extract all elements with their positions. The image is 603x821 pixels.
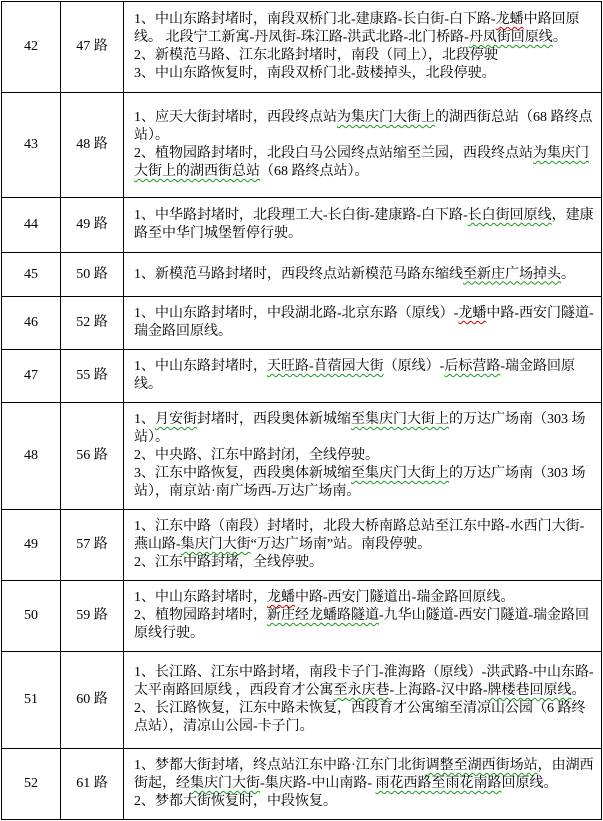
squiggle-green-text: 至集庆门大街上 — [351, 466, 449, 481]
row-number-cell: 44 — [2, 198, 61, 253]
note-text: 的万达广场南（303 场站）。 — [134, 412, 586, 445]
squiggle-green-text: 集庆门大街 — [190, 776, 260, 791]
note-text: 的湖西街总站（68 路终点站）。 — [134, 110, 593, 143]
route-note — [134, 664, 597, 700]
row-number-cell: 52 — [2, 749, 61, 820]
note-text: 1、江东中路（南段）封堵时，北段大桥南路总站至江东中路-水西门大街-燕山路- — [134, 519, 585, 552]
route-note — [134, 207, 597, 243]
route-note — [134, 757, 597, 793]
detour-detail-cell — [124, 350, 602, 403]
squiggle-green-text: 至永庆巷 — [333, 683, 390, 698]
note-text: -九华山隧道-西安门隧道-瑞金路回原线行驶。 — [134, 608, 589, 641]
note-text: 1、应天大街封堵时，西段终点站 — [134, 110, 337, 125]
route-note — [134, 465, 597, 501]
note-text: 2、植物园路封堵时，北段白马公园终点站缩至兰园，西段终点站 — [134, 146, 533, 161]
note-text: 2、江东中路封堵，全线停驶。 — [134, 555, 323, 570]
note-text: -瑞金路回原线。 — [134, 359, 576, 392]
row-number-cell: 46 — [2, 297, 61, 350]
note-text: 1、长江路、江东中路封堵，南段卡子门-淮海路（原线）-洪武路-中山东路-太平南路回原线 ，西段育才公寓 — [134, 665, 594, 698]
squiggle-green-text: 集庆门大街 — [180, 537, 251, 552]
note-text: 1、 — [134, 412, 155, 427]
note-text: 。 — [561, 266, 575, 282]
table-row — [2, 2, 602, 93]
route-name-cell: 55 路 — [61, 350, 124, 403]
squiggle-green-text: 天旺路-苜蓿园大街 — [267, 359, 384, 374]
route-note — [134, 11, 597, 47]
squiggle-red-text: 龙蟠 — [495, 12, 524, 27]
route-note — [134, 109, 597, 145]
squiggle-green-text: 调整至湖西街场站 — [425, 758, 538, 773]
route-name-cell: 61 路 — [61, 749, 124, 820]
detour-detail-cell — [124, 2, 602, 93]
squiggle-green-text: 新庄经龙蟠路隧道 — [267, 608, 379, 623]
note-text: 3、江东中路恢复，西段奥体新城缩 — [134, 466, 351, 481]
table-row — [2, 198, 602, 253]
detour-detail-cell — [124, 749, 602, 820]
note-text: 1、中山东路封堵时，中段湖北路-北京东路（原线）- — [134, 306, 459, 321]
bus-route-adjustment-table — [1, 1, 602, 820]
route-name-cell: 59 路 — [61, 581, 124, 652]
note-text: 封堵时，西段奥体新城缩 — [197, 412, 351, 427]
table-row — [2, 581, 602, 652]
table-row — [2, 652, 602, 749]
squiggle-green-text: 长白街回原线 — [467, 208, 552, 223]
note-text: -集庆路-中山南路- — [260, 776, 376, 791]
route-name-cell: 48 路 — [61, 93, 124, 198]
detour-detail-cell — [124, 198, 602, 253]
note-text: 1、中山东路封堵时， — [134, 359, 267, 374]
note-text: 回原线。 — [501, 776, 558, 791]
route-note — [134, 266, 597, 284]
row-number-cell: 51 — [2, 652, 61, 749]
detour-detail-cell — [124, 510, 602, 581]
squiggle-green-text: 为集庆门大街上的湖西街总站 — [134, 146, 589, 179]
note-text: “万达广场南”站。南段停驶。 — [250, 537, 432, 552]
row-number-cell: 48 — [2, 403, 61, 510]
table-row — [2, 253, 602, 297]
note-text: ，由湖西街起，经 — [134, 758, 594, 791]
route-name-cell: 56 路 — [61, 403, 124, 510]
note-text: 2、梦都大街恢复时，中段恢复。 — [134, 794, 337, 809]
route-note — [134, 145, 597, 181]
route-note — [134, 65, 597, 83]
route-note — [134, 518, 597, 554]
note-text: 3、中山东路恢复时，南段双桥门北-鼓楼掉头，北段停驶。 — [134, 66, 496, 81]
table-body — [2, 2, 602, 820]
detour-detail-cell — [124, 93, 602, 198]
note-text: 1、梦都大街封堵，终点站江东中路·江东门北街 — [134, 758, 426, 773]
squiggle-green-text: 后标营路 — [444, 359, 501, 374]
note-text: 2、长江路恢复，江东中路未恢复，西段育才公寓缩至清凉山公园（6 路终点站），清凉山公园-卡子门。 — [134, 701, 586, 734]
row-number-cell: 50 — [2, 581, 61, 652]
table-row — [2, 297, 602, 350]
route-note — [134, 700, 597, 736]
note-text: 1、中山东路封堵时，南段双桥门北-建康路-长白街-白下路- — [134, 12, 496, 27]
route-name-cell: 50 路 — [61, 253, 124, 297]
detour-detail-cell — [124, 253, 602, 297]
note-text: 1、新模范马路封堵时，西段终点站新模范马路东缩线 — [134, 266, 463, 282]
route-note — [134, 411, 597, 447]
route-note — [134, 793, 597, 811]
table-row — [2, 749, 602, 820]
row-number-cell: 47 — [2, 350, 61, 403]
route-name-cell: 49 路 — [61, 198, 124, 253]
note-text: -上海路-汉中路- — [389, 683, 488, 698]
squiggle-green-text: 雨花西路至雨花南路 — [375, 776, 502, 791]
note-text: 中路-西安门隧道-瑞金路回原线。 — [134, 306, 594, 339]
route-note — [134, 305, 597, 341]
squiggle-green-text: 牌楼巷回原线 — [487, 683, 572, 698]
route-name-cell: 60 路 — [61, 652, 124, 749]
route-note — [134, 589, 597, 607]
route-note — [134, 358, 597, 394]
route-note — [134, 607, 597, 643]
note-text: 1、中山东路封堵时， — [134, 590, 267, 605]
detour-detail-cell — [124, 581, 602, 652]
squiggle-green-text: 至新庄广场掉头 — [463, 266, 561, 282]
note-text: （68 路终点站）。 — [260, 164, 369, 179]
route-note — [134, 554, 597, 572]
squiggle-red-text: 龙蟠 — [267, 590, 295, 605]
squiggle-green-text: 至集庆门大街上 — [351, 412, 449, 427]
squiggle-green-text: 为集庆门大街上 — [337, 110, 435, 125]
note-text: 中路回原线。 北段宁工新寓-丹凤街-珠江路-洪武北路-北门桥路- — [134, 12, 580, 45]
table-row — [2, 403, 602, 510]
note-text: ，建康路至中华门城堡暂停行驶。 — [134, 208, 594, 241]
squiggle-red-text: 龙蟠 — [458, 306, 487, 321]
row-number-cell: 45 — [2, 253, 61, 297]
route-name-cell: 47 路 — [61, 2, 124, 93]
note-text: 2、新模范马路、江东北路封堵时，南段（同上），北段停驶 — [134, 48, 498, 63]
squiggle-green-text: 月安街 — [155, 412, 197, 427]
table-row — [2, 510, 602, 581]
squiggle-green-text: 丹凤街回原线 — [468, 30, 553, 45]
row-number-cell: 43 — [2, 93, 61, 198]
route-note — [134, 47, 597, 65]
route-note — [134, 447, 597, 465]
note-text: 的万达广场南（303 场站），南京站·南广场西-万达广场南。 — [134, 466, 586, 499]
table-row — [2, 93, 602, 198]
note-text: 1、中华路封堵时，北段理工大-长白街-建康路-白下路- — [134, 208, 468, 223]
row-number-cell: 42 — [2, 2, 61, 93]
note-text: 2、中央路、江东中路封闭，全线停驶。 — [134, 448, 379, 463]
detour-detail-cell — [124, 403, 602, 510]
route-name-cell: 57 路 — [61, 510, 124, 581]
note-text: 2、植物园路封堵时， — [134, 608, 267, 623]
note-text: （原线）- — [383, 359, 445, 374]
note-text: 中路-西安门隧道出-瑞金路回原线。 — [295, 590, 515, 605]
detour-detail-cell — [124, 652, 602, 749]
note-text: 。 — [552, 30, 567, 45]
table-row — [2, 350, 602, 403]
detour-detail-cell — [124, 297, 602, 350]
row-number-cell: 49 — [2, 510, 61, 581]
route-name-cell: 52 路 — [61, 297, 124, 350]
note-text: 。 — [571, 683, 586, 698]
